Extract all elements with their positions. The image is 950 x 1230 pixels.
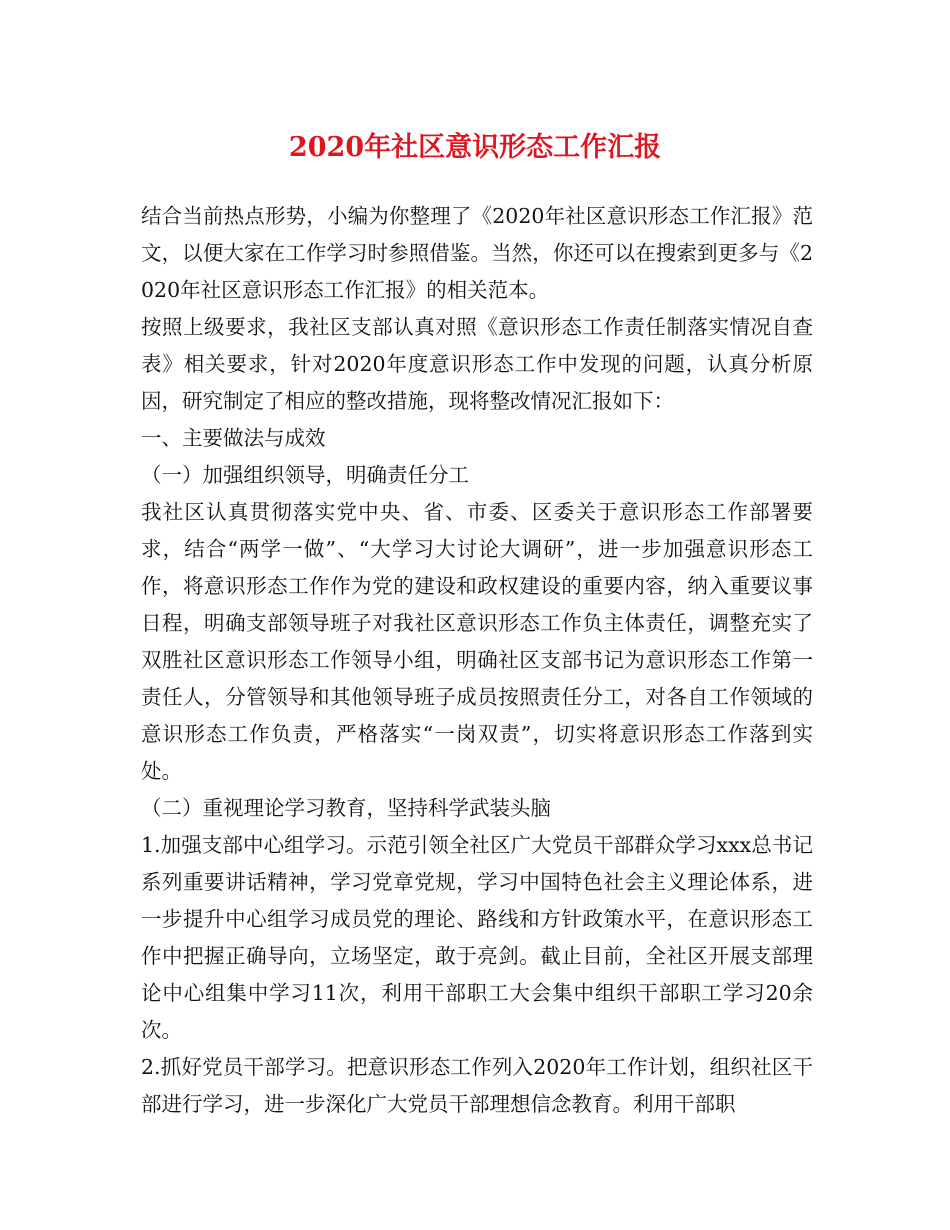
paragraph-intro: 结合当前热点形势，小编为你整理了《2020年社区意识形态工作汇报》范文，以便大家在工作学习时参照借鉴。当然，你还可以在搜索到更多与《2020年社区意识形态工作汇报》的相关范本。 <box>141 204 813 302</box>
document-body <box>141 198 813 1123</box>
subsection-heading: （二）重视理论学习教育，坚持科学武装头脑 <box>141 796 551 820</box>
paragraph-leadership: 我社区认真贯彻落实党中央、省、市委、区委关于意识形态工作部署要求，结合“两学一做”、“大学习大讨论大调研”，进一步加强意识形态工作，将意识形态工作作为党的建设和政权建设的重要内容，纳入重要议事日程，明确支部领导班子对我社区意识形态工作负主体责任，调整充实了双胜社区意识形态工作领导小组，明确社区支部书记为意识形态工作第一责任人，分管领导和其他领导班子成员按照责任分工，对各自工作领域的意识形态工作负责，严格落实“一岗双责”，切实将意识形态工作落到实处。 <box>141 500 813 783</box>
paragraph-background: 按照上级要求，我社区支部认真对照《意识形态工作责任制落实情况自查表》相关要求，针对2020年度意识形态工作中发现的问题，认真分析原因，研究制定了相应的整改措施，现将整改情况汇报如下： <box>141 315 813 413</box>
document-title: 2020年社区意识形态工作汇报 <box>288 132 662 163</box>
paragraph-item: 2.抓好党员干部学习。把意识形态工作列入2020年工作计划，组织社区干部进行学习，进一步深化广大党员干部理想信念教育。利用干部职 <box>141 1055 813 1116</box>
subsection-heading: （一）加强组织领导，明确责任分工 <box>141 463 469 487</box>
section-heading: 一、主要做法与成效 <box>141 426 326 450</box>
paragraph-item: 1.加强支部中心组学习。示范引领全社区广大党员干部群众学习xxx总书记系列重要讲话精神，学习党章党规，学习中国特色社会主义理论体系，进一步提升中心组学习成员党的理论、路线和方针政策水平，在意识形态工作中把握正确导向，立场坚定，敢于亮剑。截止目前，全社区开展支部理论中心组集中学习11次，利用干部职工大会集中组织干部职工学习20余次。 <box>141 833 813 1042</box>
